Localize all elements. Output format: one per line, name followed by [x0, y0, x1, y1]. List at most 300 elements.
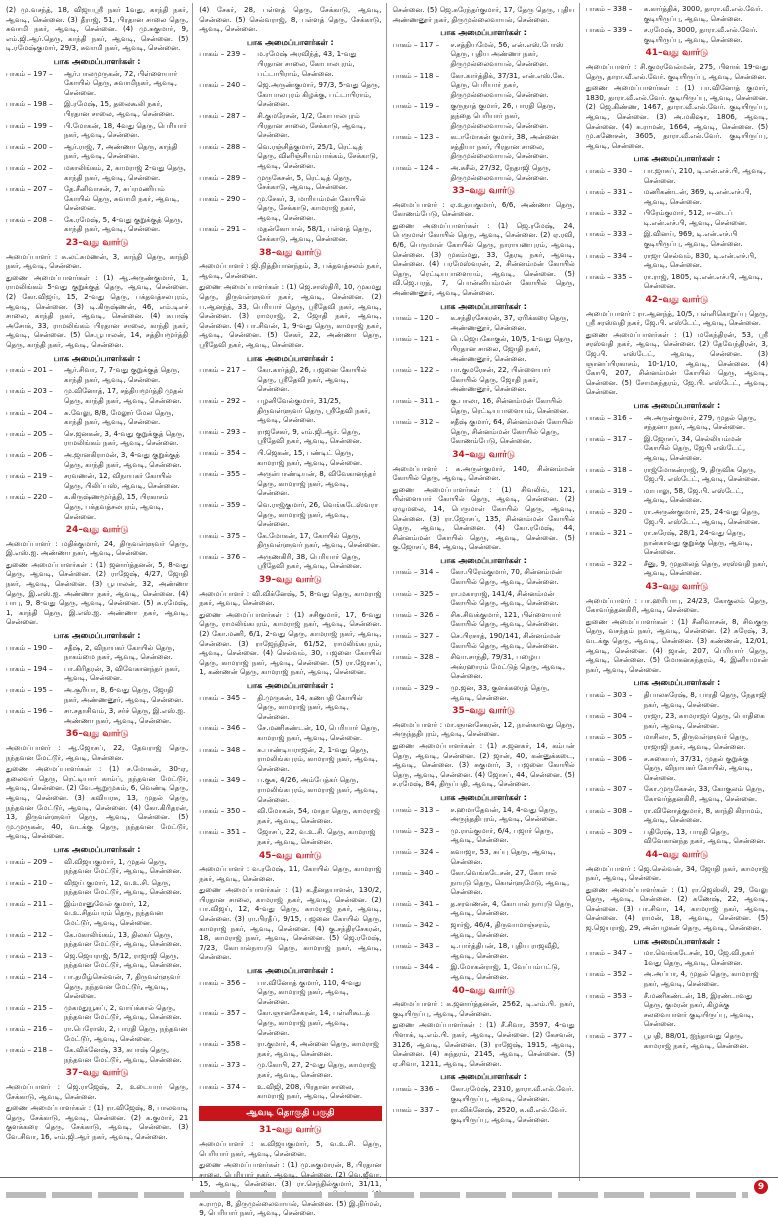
booth-number: பாகம் – 359 –: [199, 499, 246, 509]
booth-person: சதீஷ், 2, விநாயகர் கோயில் தெரு, நாகம்மை நகர், ஆவடி, சென்னை.: [64, 642, 175, 662]
booth-person: ரா.மகாராஜ், 141/4, சின்னம்மன் கோயில் தெரு, ஆவடி, சென்னை.: [450, 588, 559, 608]
booth-entry: [6, 664, 188, 683]
booth-entry: [6, 121, 188, 140]
booth-entry: [199, 693, 381, 722]
booth-person: சு.வேலு, 8/8, மேலூர் மேல தெரு, காந்தி நகர், ஆவடி, சென்னை.: [64, 407, 174, 427]
booth-person: கோ.பிரேம்குமார், 70, சின்னம்மன் கோயில் தெரு, ஆவடி, சென்னை.: [450, 567, 562, 587]
booth-number: பாகம் – 216 –: [6, 1024, 53, 1033]
paragraph: அமைப்பாளர் : ஏ.உதயகுமார், 6/6, அண்ணா தெரு, கோணம்பேடு, சென்னை.: [392, 199, 575, 219]
booth-number: பாகம் – 356 –: [199, 977, 246, 987]
booth-entry: [6, 471, 188, 490]
booth-person: கே.மகாலிங்கம், 13, திலகர் தெரு, நந்தவன மேட்டூர், ஆவடி, சென்னை.: [64, 929, 182, 949]
section-heading: பாக அமைப்பாளர்கள் :: [53, 353, 141, 363]
booth-entry: [6, 972, 188, 1001]
booth-entry: [6, 951, 188, 970]
paragraph: துணை அமைப்பாளர்கள் : (1) ச.மோகன், 30-ஏ, தலைவர் தெரு, ரெட்டியார் காம்ப், நந்தவன மேட்டூர், ஆவடி, சென்னை. (2) வே.ஆறுமுகம், 6, வெண்டி தெரு, ஆவடி, சென்னை. (3) கவியரசு, 13, முதல் தெரு, நந்தவன மேட்டூர், ஆவடி, சென்னை. (4) கோ.கிரிதரன், 13, திருவள்ளுவர் தெரு, ஆவடி, சென்னை. (5) மு.முருகன், 40, வடக்கு தெரு, நந்தவன மேட்டூர், ஆவடி, சென்னை.: [6, 764, 189, 841]
section-heading: பாக அமைப்பாளர்கள் :: [440, 1072, 527, 1082]
section-heading: பாக அமைப்பாளர்கள் :: [633, 936, 721, 946]
booth-person: பா.ஜாசுப், 210, டி.என்.எச்.பி, ஆவடி, சென்னை.: [643, 165, 767, 185]
booth-number: பாகம் – 377 –: [585, 1031, 633, 1040]
booth-entry: [586, 784, 768, 803]
paragraph: சென்னை. (5) ஜெ.சுரேந்தர்குமார், 17, தேரு தெரு, புதிய அண்ணனூர் நகர், திருமுல்லைவாயல், சென்னை.: [392, 5, 575, 24]
booth-entry: [586, 827, 768, 846]
booth-person: பா.தமிழ்செல்வன், 7, திருவள்ளுவர் தெரு, நந்தவன மேட்டூர், ஆவடி, சென்னை.: [64, 972, 181, 1001]
booth-number: பாகம் – 309 –: [585, 826, 633, 836]
booth-person: வி.விஜயகுமார், 1, முதல் தெரு, நந்தவன மேட்டூர், ஆவடி, சென்னை.: [64, 856, 182, 876]
booth-person: மு.சேகர், 3, மாரியம்மன் கோயில் தெரு, சேக்காடு, காமராஜ் நகர், ஆவடி, சென்னை.: [257, 193, 366, 222]
ward-title: 45–வது வார்டு: [259, 850, 322, 861]
booth-number: பாகம் – 217 –: [199, 365, 246, 375]
booth-number: பாகம் – 338 –: [585, 4, 633, 13]
section-heading: பாக அமைப்பாளர்கள் :: [440, 792, 527, 802]
booth-person: செ.ஜனகன், 3, 4-வது குறுக்குத் தெரு, ராமலிங்கம் நகர், ஆவடி, சென்னை.: [64, 428, 185, 448]
booth-person: ரா.ராஜ், 1805, டி.என்.எச்.பி, ஆவடி, சென்னை.: [643, 271, 763, 291]
booth-number: பாகம் – 197 –: [6, 68, 53, 78]
booth-person: இ.வினய், 969, டி.என்.எச்.பி குடியிருப்பு, ஆவடி, சென்னை.: [643, 229, 743, 249]
booth-person: மு.ஜன, 33, குளக்கரைத் தெரு, ஆவடி, சென்னை.: [450, 683, 550, 702]
booth-person: ஜார்ஜ், 46/4, திருவாமாஞ்சரம், ஆவடி, சென்னை.: [450, 920, 551, 939]
paragraph: துணை அமைப்பாளர்கள் : (1) ஜனார்த்தனன், 5, 8-வது தெரு, ஆவடி, சென்னை. (2) ராஜேஷ், 4/27, ஜோதி நகர், ஆவடி, சென்னை. (3) பூபாலன், 32, அண்ணா தெரு, இ.எஸ்.ஐ. அண்ணா நகர், ஆவடி, சென்னை. (4) பாபு, 9, 8-வது தெரு, ஆவடி, சென்னை. (5) சு.ரமேஷ், 1, காந்தி தெரு, இ.எஸ்.ஐ. அண்ணா நகர், ஆவடி, சென்னை.: [6, 559, 189, 627]
booth-number: பாகம் – 314 –: [392, 567, 440, 577]
booth-entry: [6, 450, 188, 469]
paragraph: அமைப்பாளர் : வ.ரமேஷ், 11, கோயில் தெரு, காமராஜ் நகர், ஆவடி, சென்னை.: [199, 864, 382, 883]
booth-entry: [586, 229, 768, 248]
booth-entry: [199, 365, 381, 394]
booth-person: மணிகண்டன், 369, டி.என்.எச்.பி, ஆவடி, சென்னை.: [643, 187, 752, 206]
booth-number: பாகம் – 202 –: [6, 162, 53, 172]
section-heading: பாக அமைப்பாளர்கள் :: [247, 681, 334, 690]
booth-person: கடாமோகன் குமார், 38, அன்னை சத்தியா நகர், பிரதான சாலை, திருமுல்லைவாயல், சென்னை.: [450, 132, 559, 161]
booth-entry: [393, 610, 575, 629]
booth-entry: [586, 1031, 768, 1050]
booth-number: பாகம் – 330 –: [585, 165, 633, 175]
paragraph: துணை அமைப்பாளர்கள் : (1) ரா.ஜெஸ்லி, 29, வேலு தெரு, ஆவடி, சென்னை. (2) கணேஷ், 22, ஆவடி, சென்னை. (3) பா.சிவா, 14, காமராஜ் நகர், ஆவடி, சென்னை. (4) ராமன், 18, ஆவடி, சென்னை. (5) ஜ.ஜெயராஜ், 29, அன்பழகன் தெரு, ஆவடி, சென்னை.: [585, 884, 768, 933]
booth-number: பாகம் – 292 –: [199, 395, 246, 405]
booth-number: பாகம் – 312 –: [392, 417, 440, 427]
ward-title: 41–வது வார்டு: [645, 48, 709, 59]
booth-number: பாகம் – 207 –: [6, 184, 53, 194]
booth-entry: [6, 408, 188, 427]
paragraph: அமைப்பாளர் : மதிக்குமார், 24, திருவள்ளுவர் தெரு, இ.எஸ்.ஐ. அண்ணா நகர், ஆவடி, சென்னை.: [6, 538, 189, 558]
booth-entry: [393, 962, 575, 981]
booth-person: ரா.அருண்குமார், 25, 24-வது தெரு, ஜே.பி. எஸ்டேட், ஆவடி, சென்னை.: [643, 506, 761, 526]
booth-entry: [6, 878, 188, 897]
booth-person: அ.ஜானகிராமன், 3, 4-வது குறுக்குத் தெரு, காந்தி நகர், ஆவடி, சென்னை.: [64, 449, 182, 469]
booth-number: பாகம் – 357 –: [199, 1008, 246, 1018]
booth-entry: [393, 365, 575, 394]
booth-entry: [6, 163, 188, 182]
section-heading: பாக அமைப்பாளர்கள் :: [247, 37, 334, 47]
booth-number: பாகம் – 320 –: [585, 506, 633, 516]
booth-person: ச.சத்தியமேல், 56, என்.எஸ்.போஸ் தெரு, புதிய அண்ணா நகர், திருமுல்லைவாயல், சென்னை.: [450, 39, 564, 68]
booth-person: வி.மோகன், 54, மாதா தெரு, காமராஜ் நகர், ஆவடி, சென்னை.: [257, 806, 380, 825]
booth-entry: [6, 643, 188, 662]
booth-person: தி.முருகன், 14, கணபதி கோயில் தெரு, காமராஜ் நகர், ஆவடி, சென்னை.: [257, 692, 363, 721]
booth-number: பாகம் – 122 –: [392, 365, 440, 375]
booth-number: பாகம் – 329 –: [392, 683, 440, 692]
text-column: [199, 3, 386, 1218]
booth-entry: [393, 313, 575, 332]
booth-person: உ.விஜி, 208, பிரதான சாலை, காமராஜ் நகர், ஆவடி, சென்னை.: [257, 1081, 363, 1101]
booth-number: பாகம் – 287 –: [199, 110, 246, 120]
booth-entry: [586, 559, 768, 578]
booth-number: பாகம் – 290 –: [199, 193, 246, 203]
booth-entry: [586, 711, 768, 730]
booth-entry: [6, 184, 188, 213]
booth-number: பாகம் – 198 –: [6, 99, 53, 109]
booth-number: பாகம் – 344 –: [392, 962, 440, 972]
booth-number: பாகம் – 208 –: [6, 214, 53, 224]
booth-number: பாகம் – 124 –: [392, 162, 440, 172]
booth-number: பாகம் – 317 –: [585, 433, 633, 443]
booth-number: பாகம் – 341 –: [392, 898, 440, 908]
booth-number: பாகம் – 306 –: [585, 753, 633, 763]
paragraph: (2) மு.வசந்த், 18, விஜயஸ்ரீ நகர் 1வது, காந்தி நகர், ஆவடி, சென்னை. (3) தீராஜ், 51, பிரதான சாலை தெரு, சுவாமி நகர், ஆவடி, சென்னை. (4) மு.சுகுமார், 9, எம்.ஜி.ஆர்.தெரு, காந்தி நகர், ஆவடி, சென்னை. (5) டி.ரமேஷ்குமார், 29/3, சுவாமி நகர், ஆவடி, சென்னை.: [6, 5, 189, 53]
booth-entry: [586, 528, 768, 557]
booth-entry: [586, 991, 768, 1029]
booth-person: கு.பாலா, 16, சின்னம்மன் கோயில் தெரு, ரெட்டியபாளையம், சென்னை.: [450, 395, 569, 415]
booth-number: பாகம் – 323 –: [392, 825, 440, 835]
paragraph: துணை அமைப்பாளர்கள் : (1) க.தீனதயாளன், 130/2, பிரதான சாலை, காமராஜ் நகர், ஆவடி, சென்னை. (2) பா.விஜய், 12, 4-வது தெரு, காமராஜ் நகர், ஆவடி, சென்னை. (3) ரா.பிரதீப், 9/15, பஜனை கோயில் தெரு, காமராஜ் நகர், ஆவடி, சென்னை. (4) கு.சந்திரசேகரன், 18, காமராஜ் நகர், ஆவடி, சென்னை. (5) ஜெ.ரமேஷ், 7/23, கோபால்நாயுடு தெரு, காமராஜ் நகர், ஆவடி, சென்னை.: [199, 885, 382, 962]
booth-number: பாகம் – 332 –: [585, 208, 633, 218]
booth-person: திபாலசுரேஷ், 8, பாரதி தெரு, நேதாஜி நகர், ஆவடி, சென்னை.: [643, 690, 767, 709]
section-heading: பாக அமைப்பாளர்கள் :: [633, 154, 721, 164]
booth-entry: [393, 589, 575, 608]
booth-person: பூபதி, 88/01, ஐந்தாவது தெரு, காமராஜ் நகர், ஆவடி, சென்னை.: [643, 1031, 749, 1050]
booth-person: கோ.முருகேசன், 33, கோகுலம் தெரு, கோவர்த்தனகிரி, ஆவடி, சென்னை.: [643, 784, 765, 803]
paragraph: அமைப்பாளர் : பா.ஹரிபாபு, 24/23, கோகுலம் தெரு, கோவர்த்தனகிரி, ஆவடி, சென்னை.: [585, 595, 768, 615]
booth-entry: [199, 396, 381, 425]
paragraph: துணை அமைப்பாளர்கள் : (1) ஜெ.ரமேஷ், 24, பெருமாள் கோயில் தெரு, ஆவடி, சென்னை. (2) ஏ.ரவி, 6/6, பெருமாள் கோயில் தெரு, நாராயணபுரம், ஆவடி, சென்னை. (3) முகம்மது, 33, தேரடி நகர், ஆவடி, சென்னை. (4) பரமேஸ்வரன், 2, சின்னம்மன் கோயில் தெரு, ரெட்டியபாளையம், ஆவடி, சென்னை. (5) வி.ஜெ.பரத், 7, பொன்னியம்மன் கோயில் தெரு, அண்ணனூர், ஆவடி, சென்னை.: [392, 220, 575, 298]
booth-person: ரா.சுரேஷ், 28/1, 24-வது தெரு, நான்காவது குறுக்கு தெரு, ஆவடி, சென்னை.: [643, 528, 753, 557]
booth-number: பாகம் – 358 –: [199, 1039, 246, 1049]
paragraph: (4) சேகர், 28, பள்ளத் தெரு, சேக்காடு, ஆவடி, சென்னை. (5) செல்வராஜ், 8, பள்ளத் தெரு, சேக்காடு, ஆவடி, சென்னை.: [199, 5, 382, 34]
booth-number: பாகம் – 218 –: [6, 1045, 53, 1055]
booth-person: குருநாத் குமார், 26, பாரதி தெரு, தந்தை பெரியார் நகர், திருமுல்லைவாயல், சென்னை.: [450, 101, 556, 130]
booth-entry: [199, 224, 381, 243]
booth-person: கோ.ரமேஷ், 2310, தாரா.வீ.எல்.வேர். குடியிருப்பு, ஆவடி, சென்னை.: [450, 1083, 574, 1103]
booth-entry: [199, 723, 381, 742]
booth-entry: [6, 215, 188, 234]
paragraph: அமைப்பாளர் : க.ஜனார்த்தனன், 2562, டி.எம்.பி. நகர், குடியிருப்பு, ஆவடி, சென்னை.: [392, 999, 575, 1018]
booth-number: பாகம் – 308 –: [585, 805, 633, 815]
booth-entry: [393, 941, 575, 960]
booth-number: பாகம் – 240 –: [199, 80, 246, 90]
booth-entry: [586, 948, 768, 967]
booth-entry: [393, 1105, 575, 1124]
booth-entry: [6, 142, 188, 161]
ward-title: 42–வது வார்டு: [645, 295, 709, 306]
booth-person: கோ.கார்த்திக், 37/31, என்.எஸ்.கே. தெரு, பெரியார் நகர், திருமுல்லைவாயல், சென்னை.: [450, 70, 565, 99]
booth-number: பாகம் – 305 –: [585, 732, 633, 742]
booth-person: செ.பிரசாத், 190/141, சின்னம்மன் கோயில் தெரு, ஆவடி, சென்னை.: [450, 631, 561, 650]
booth-entry: [199, 1039, 381, 1058]
booth-number: பாகம் – 304 –: [585, 711, 633, 721]
ward-title: 24–வது வார்டு: [65, 525, 129, 536]
booth-number: பாகம் – 346 –: [199, 723, 246, 733]
booth-number: பாகம் – 121 –: [392, 334, 440, 344]
booth-person: ச.ரமேஷ், 3000, தாரா.வீ.எல்.வேர். குடியிருப்பு, ஆவடி, சென்னை.: [643, 25, 758, 44]
booth-entry: [393, 899, 575, 918]
booth-person: மகாலிங்கம், 2, காமராஜ் 2-வது தெரு, காந்தி நகர், ஆவடி, சென்னை.: [64, 162, 186, 182]
booth-entry: [393, 652, 575, 681]
booth-person: ச.ஹமாதேவன், 14, 4-வது தெரு, அருந்ததிபுரம், ஆவடி, சென்னை.: [450, 804, 558, 824]
section-heading: பாக அமைப்பாளர்கள் :: [633, 678, 721, 688]
booth-entry: [393, 805, 575, 824]
booth-number: பாகம் – 288 –: [199, 141, 246, 151]
booth-entry: [393, 417, 575, 446]
booth-person: மு.ராம்குமார், 6/4, பஜார் தெரு, ஆவடி, சென்னை.: [450, 825, 554, 845]
booth-person: பா.குமரேசன், 22, பிள்ளையார் கோயில் தெரு, ஜோதி நகர், அண்ணனூர், சென்னை.: [450, 365, 551, 394]
paragraph: துணை அமைப்பாளர்கள் : (1) ஆ.அருண்குமார், 1, ராமலிங்கம் 5-வது குறுக்குத் தெரு, ஆவடி, சென்னை. (2) கோ.விஜய், 15, 2-வது தெரு, பக்தவத்சலபுரம், ஆவடி, சென்னை. (3) டி.கிருஷ்ணன், 46, எம்.டிஎச் சாலை, காந்தி நகர், ஆவடி, சென்னை. (4) சுபாஷ் அசோக், 33, ராமலிங்கம் பிரதான சாலை, காந்தி நகர், ஆவடி, சென்னை. (5) செ.பூபாலன், 14, சத்தியமூர்த்தி தெரு, காந்தி நகர், ஆவடி, சென்னை.: [6, 272, 189, 349]
section-heading: பாக அமைப்பாளர்கள் :: [247, 966, 334, 976]
booth-entry: [199, 194, 381, 223]
booth-number: பாகம் – 239 –: [199, 49, 246, 59]
booth-number: பாகம் – 120 –: [392, 313, 440, 323]
booth-number: பாகம் – 347 –: [585, 948, 633, 958]
booth-person: ரா.பெரோஸ், 2, பாரதி தெரு, நந்தவன மேட்டூர், ஆவடி, சென்னை.: [64, 1024, 188, 1043]
section-heading: பாக அமைப்பாளர்கள் :: [440, 301, 527, 311]
booth-entry: [199, 80, 381, 109]
booth-number: பாகம் – 375 –: [199, 530, 246, 540]
paragraph: துணை அமைப்பாளர்கள் : (1) சசிகுமார், 17, 6-வது தெரு, ராமலிங்கபுரம், காமராஜ் நகர், ஆவடி, சென்னை. (2) கோ.மணி, 6/1, 2-வது தெரு, காமராஜ் நகர், ஆவடி, சென்னை. (3) ராஜேந்திரன், 61/52, ராமலிங்கபுரம், ஆவடி, சென்னை. (4) செல்வம், 30, பஜனை கோயில் தெரு, காமராஜ் நகர், ஆவடி, சென்னை. (5) ரா.ஜோசப், 1, கண்ணன் தெரு, காமராஜ் நகர், ஆவடி, சென்னை.: [199, 609, 382, 677]
booth-person: இ.மோகன்ராஜ், 1, வேப்பம்பட்டு, ஆவடி, சென்னை.: [450, 962, 560, 982]
booth-entry: [6, 429, 188, 448]
booth-person: அருள்பாண்டியன், 8, விவேகானந்தர் தெரு, காமராஜ் நகர், ஆவடி, சென்னை.: [257, 469, 377, 498]
booth-entry: [6, 99, 188, 118]
booth-number: பாகம் – 200 –: [6, 141, 53, 151]
booth-entry: [586, 413, 768, 432]
booth-number: பாகம் – 291 –: [199, 224, 246, 234]
paragraph: அமைப்பாளர் : சு.லட்சுமணன், 3, காந்தி தெரு, காந்தி நகர், ஆவடி, சென்னை.: [6, 251, 189, 271]
booth-number: பாகம் – 205 –: [6, 428, 53, 438]
booth-entry: [199, 1060, 381, 1079]
booth-entry: [586, 434, 768, 463]
booth-entry: [6, 1003, 188, 1022]
booth-number: பாகம் – 322 –: [585, 558, 633, 568]
booth-person: அ.சூரியா, 8, 6-வது தெரு, ஜோதி நகர், அண்ணனூர், ஆவடி, சென்னை.: [64, 685, 184, 704]
booth-number: பாகம் – 209 –: [6, 856, 53, 866]
booth-entry: [586, 969, 768, 988]
paragraph: துணை அமைப்பாளர்கள் : (1) ரா.விஜேஷ், 8, பாலவாடி தெரு, சேக்காடு, ஆவடி, சென்னை. (2) க.குமார், 21 குளக்கரை தெரு, சேக்காடு, ஆவடி, சென்னை. (3) வே.சிவா, 16, எம்.ஜி.ஆர் நகர், ஆவடி, சென்னை.: [6, 1103, 189, 1141]
booth-number: பாகம் – 376 –: [199, 551, 246, 561]
booth-entry: [6, 69, 188, 98]
booth-entry: [393, 868, 575, 897]
booth-number: பாகம் – 342 –: [392, 920, 440, 930]
booth-person: ஆர்.ராஜ், 7, அண்ணா தெரு, காந்தி நகர், ஆவடி, சென்னை.: [64, 141, 178, 161]
booth-person: பிரேம்குமார், 512, ஈ–டைப் டி.என்.எச்.பி, ஆவடி, சென்னை.: [643, 208, 748, 227]
booth-number: பாகம் – 351 –: [199, 827, 246, 837]
booth-entry: [199, 49, 381, 78]
booth-entry: [199, 978, 381, 1007]
paragraph: துணை அமைப்பாளர்கள் : (1) ஜெ.சாஸ்திரி, 10, முகமது தெரு, திருவள்ளுவர் நகர், ஆவடி, சென்னை. (2) ப.ஆனந்த், 33, பெரியார் தெரு, ஸ்ரீதேவி நகர், ஆவடி, சென்னை. (3) ராமராஜ், 2, ஜோதி நகர், ஆவடி, சென்னை. (4) பா.சிவன், 1, 9-வது தெரு, காமராஜ் நகர், ஆவடி, சென்னை. (5) சேகர், 22, அண்ணா தெரு, ஸ்ரீதேவி நகர், ஆவடி, சென்னை.: [199, 282, 382, 349]
booth-entry: [6, 857, 188, 876]
booth-person: சிவா.சாந்தி, 79/31, பழைய அக்ரஹாரம் மேட்டுத் தெரு, ஆவடி, சென்னை.: [450, 652, 566, 681]
ward-title: 37–வது வார்டு: [65, 1068, 129, 1079]
booth-person: ஜோசப், 22, வ.உ.சி. தெரு, காமராஜ் நகர், ஆவடி, சென்னை.: [257, 827, 376, 846]
booth-entry: [586, 507, 768, 526]
booth-number: பாகம் – 373 –: [199, 1060, 246, 1070]
booth-person: வெ.ராஜ்குமார், 26, வெங்கடேஸ்வரா தெரு, காமராஜ் நகர், ஆவடி, சென்னை.: [257, 499, 379, 529]
booth-entry: [586, 4, 768, 23]
booth-person: ரா.விக்னேஷ், 2520, சு.வீ.எல்.வேர். குடியிருப்பு, ஆவடி, சென்னை.: [450, 1105, 568, 1124]
booth-number: பாகம் – 354 –: [199, 447, 246, 457]
paragraph: துணை அமைப்பாளர்கள் : (1) மு.சுகுமாரன், 8, பிரதான சாலை, பெரியார் நகர், ஆவடி, சென்னை. (2) வெ.ஜீவா, 15, ஆவடி, சென்னை. (3) ரா.செந்தில்குமார், 31/11, சு.ராமு, 8, திருமுல்லைவாயல், சென்னை. (5) இ.நிர்மல், 9, பெரியார் நகர், ஆவடி, சென்னை.: [199, 1160, 382, 1218]
booth-person: பி.ஜெகன், 15, பண்டிட் தெரு, காமராஜ் நகர், ஆவடி, சென்னை.: [257, 447, 363, 467]
booth-entry: [586, 690, 768, 709]
booth-number: பாகம் – 350 –: [199, 806, 246, 816]
booth-person: த.சரவணன், 4, கோபால் நாயுடு தெரு, ஆவடி, சென்னை.: [450, 898, 574, 918]
booth-person: கே.மோகன், 17, கோயில் தெரு, திருவள்ளுவர் நகர், ஆவடி, சென்னை.: [257, 530, 381, 550]
booth-number: பாகம் – 328 –: [392, 652, 440, 662]
booth-number: பாகம் – 214 –: [6, 972, 53, 982]
booth-entry: [586, 166, 768, 185]
booth-entry: [586, 465, 768, 484]
booth-person: ஜெ.அருண்குமார், 97/3, 5-வது தெரு, கோபாலபுரம் கிழக்கு, பட்டாபிராம், சென்னை.: [257, 80, 380, 109]
booth-number: பாகம் – 326 –: [392, 609, 440, 619]
paragraph: அமைப்பாளர் : ரா.ஆனந்த், 10/5, பள்ளிகொறுப்பு தெரு, ஸ்ரீ சரஸ்வதி நகர், ஜே.பி. எஸ்டேட், ஆவடி, சென்னை.: [585, 308, 768, 328]
booth-person: ரா.குமார், 4, அன்னை தெரு, காமராஜ் நகர், ஆவடி, சென்னை.: [257, 1039, 379, 1058]
booth-person: வெ.ரஞ்சித்குமார், 25/1, ரெட்டித் தெரு, விளிஞ்சியம்பாக்கம், சேக்காடு, ஆவடி, சென்னை.: [257, 141, 378, 170]
booth-entry: [6, 386, 188, 405]
booth-number: பாகம் – 345 –: [199, 692, 246, 702]
booth-number: பாகம் – 340 –: [392, 868, 440, 878]
booth-entry: [6, 706, 188, 725]
booth-person: முகமதுயூசுப், 2, வாய்க்கால் தெரு, நந்தவன மேட்டூர், ஆவடி, சென்னை.: [64, 1002, 182, 1022]
booth-person: சதீஷ் குமார், 64, சின்னம்மன் கோயில் தெரு, சின்னம்மன் கோயில் தெரு, கோணம்பேடு, சென்னை.: [450, 417, 573, 446]
booth-number: பாகம் – 303 –: [585, 690, 633, 699]
booth-person: கே.ரமேஷ், 5, 4-வது குறுக்குத் தெரு, காந்தி நகர், ஆவடி, சென்னை.: [64, 214, 183, 234]
booth-person: ச.சுகையர், 37/31, முதல் குறுக்கு தெரு, விநாயகர் கோயில், ஆவடி, சென்னை.: [643, 753, 753, 782]
booth-entry: [6, 1024, 188, 1043]
booth-number: பாகம் – 355 –: [199, 469, 246, 479]
booth-entry: [393, 920, 575, 939]
booth-entry: [199, 173, 381, 192]
paragraph: அமைப்பாளர் : மா.ஞானசேகரன், 12, நான்காவது தெரு, அருந்ததிபுரம், ஆவடி, சென்னை.: [392, 719, 575, 739]
booth-number: பாகம் – 123 –: [392, 132, 440, 142]
booth-entry: [199, 531, 381, 550]
booth-person: விஜய் குமார், 12, வ.உ.சி. தெரு, நந்தவன மேட்டூர், ஆவடி, சென்னை.: [64, 877, 182, 897]
ward-title: 31–வது வார்டு: [259, 1125, 322, 1136]
ward-title: 35–வது வார்டு: [452, 706, 515, 717]
booth-entry: [393, 163, 575, 182]
paragraph: துணை அமைப்பாளர்கள் : (1) பா.வினோத் குமார், 1830, தாரா.வீ.எல்.வேர். குடியிருப்பு, ஆவடி, சென்னை. (2) ஜெ.கிண்ண, 1467, தாரா.வீ.எல்.வேர். குடியிருப்பு, ஆவடி, சென்னை. (3) அ.மகிஷா, 1806, ஆவடி, சென்னை. (4) சு.ராமன், 1664, ஆவடி, சென்னை. (5) மு.கணேசன், 3605, தாரா.வீ.எல்.வேர். குடியிருப்பு, ஆவடி, சென்னை.: [585, 83, 768, 150]
booth-number: பாகம் – 203 –: [6, 386, 53, 396]
booth-person: அ.அருள்குமார், 279, முதல் தெரு, சந்தனா நகர், ஆவடி, சென்னை.: [643, 412, 757, 432]
booth-number: பாகம் – 119 –: [392, 101, 440, 111]
booth-person: மாசிலா, 5, திருவள்ளுவர் தெரு, ராஜாஜி நகர், ஆவடி, சென்னை.: [643, 732, 749, 751]
booth-person: சீனு, 9, முதலைத் தெரு, சரஸ்வதி நகர், ஆவடி, சென்னை.: [643, 558, 768, 578]
booth-number: பாகம் – 352 –: [585, 969, 633, 979]
booth-entry: [586, 187, 768, 206]
ward-title: 33–வது வார்டு: [452, 186, 515, 197]
section-heading: பாக அமைப்பாளர்கள் :: [53, 631, 141, 641]
booth-person: அ.அப்பா, 4, முதல் தெரு, காமராஜ் நகர், ஆவடி, சென்னை.: [643, 969, 759, 989]
section-heading: பாக அமைப்பாளர்கள் :: [247, 353, 334, 363]
booth-entry: [6, 492, 188, 521]
booth-person: கோ.வெங்கடேசன், 27, கோபால் நாயுடு தெரு, கொள்ளுமேடு, ஆவடி, சென்னை.: [450, 868, 570, 897]
booth-number: பாகம் – 199 –: [6, 120, 53, 130]
booth-number: பாகம் – 117 –: [392, 39, 440, 49]
booth-number: பாகம் – 334 –: [585, 250, 633, 260]
paragraph: அமைப்பாளர் : ஜி.நித்தியானந்தம், 3, பக்தவத்சலம் நகர், ஆவடி, சென்னை.: [199, 261, 382, 280]
text-column: [393, 3, 580, 1181]
paragraph: துணை அமைப்பாளர்கள் : (1) சீனிவாசன், 8, சிவகுரு தெரு, வசந்தம் நகர், ஆவடி, சென்னை. (2) சுரேஷ், 3, வடக்கு தெரு, ஆவடி, சென்னை. (3) கண்ணன், 12/01, ஆவடி, சென்னை. (4) ஜான், 207, பெரியார் தெரு, ஆவடி, சென்னை. (5) மோகனசுந்தரம், 4, இனியமான் நகர், ஆவடி, சென்னை.: [585, 616, 768, 674]
ward-title: 40–வது வார்டு: [452, 985, 515, 996]
ward-title: 43–வது வார்டு: [645, 582, 709, 593]
booth-number: பாகம் – 353 –: [585, 990, 633, 1000]
booth-person: சிசு.சிவக்குமார், 121, பிள்ளையார் கோயில் தெரு, ஆவடி, சென்னை.: [450, 609, 562, 629]
booth-number: பாகம் – 348 –: [199, 744, 246, 754]
booth-number: பாகம் – 335 –: [585, 271, 633, 281]
booth-person: மாபாலு, 58, ஜே.பி. எஸ்டேட், ஆவடி, சென்னை.: [643, 485, 744, 505]
booth-number: பாகம் – 327 –: [392, 631, 440, 641]
booth-number: பாகம் – 195 –: [6, 685, 53, 694]
booth-person: கோ.கார்த்தி, 26, பஜனை கோயில் தெரு, ஸ்ரீதேவி நகர், ஆவடி, சென்னை.: [257, 365, 367, 394]
booth-entry: [199, 500, 381, 529]
booth-number: பாகம் – 324 –: [392, 846, 440, 856]
booth-person: கே.விக்னேஷ், 33, சுபாஷ் தெரு, நந்தவன மேட்டூர், ஆவடி, சென்னை.: [64, 1045, 182, 1064]
booth-person: அருணகிரி, 38, பெரியார் தெரு, ஸ்ரீதேவி நகர், ஆவடி, சென்னை.: [257, 551, 362, 571]
booth-entry: [199, 1082, 381, 1101]
booth-number: பாகம் – 319 –: [585, 485, 633, 495]
text-column: [6, 3, 193, 1181]
booth-number: பாகம் – 337 –: [392, 1105, 440, 1115]
footer-rule: [6, 1192, 748, 1198]
booth-entry: [393, 132, 575, 161]
booth-entry: [393, 71, 575, 100]
booth-number: பாகம் – 289 –: [199, 172, 246, 182]
booth-number: பாகம் – 220 –: [6, 492, 53, 502]
ward-title: 44–வது வார்டு: [645, 849, 709, 860]
booth-person: ராஜா, 23, காமராஜர் தெரு, பொதிகை நகர், ஆவடி, சென்னை.: [643, 711, 765, 730]
text-column: [586, 3, 772, 1181]
booth-number: பாகம் – 194 –: [6, 663, 53, 673]
booth-number: பாகம் – 204 –: [6, 407, 53, 417]
booth-person: பதிரேஷ், 13, பாரதி தெரு, விவேகானந்த நகர், ஆவடி, சென்னை.: [643, 826, 766, 846]
booth-number: பாகம் – 316 –: [585, 412, 633, 422]
booth-person: மா.வெங்கடேசன், 10, ஜே.வி.நகர் 1வது தெரு, ஆவடி, சென்னை.: [643, 948, 755, 967]
booth-entry: [199, 775, 381, 804]
booth-person: பா.வினோத் குமார், 110, 4-வது தெரு, காமராஜ் நகர், ஆவடி, சென்னை.: [257, 977, 362, 1006]
booth-person: அ.சுசீல், 27/32, நேதாஜி தெரு, திருமுல்லைவாயல், சென்னை.: [450, 162, 551, 182]
booth-person: இ.ரமேஷ், 15, தலைகூலி நகர், பிரதான சாலை, ஆவடி, சென்னை.: [64, 99, 175, 118]
ward-title: 38–வது வார்டு: [259, 247, 322, 258]
section-heading: பாக அமைப்பாளர்கள் :: [53, 844, 141, 854]
booth-number: பாகம் – 318 –: [585, 464, 633, 474]
booth-number: பாகம் – 196 –: [6, 706, 53, 716]
booth-entry: [586, 25, 768, 44]
section-heading: பாக அமைப்பாளர்கள் :: [440, 555, 527, 565]
booth-number: பாகம் – 343 –: [392, 941, 440, 951]
booth-number: பாகம் – 325 –: [392, 588, 440, 598]
section-heading: பாக அமைப்பாளர்கள் :: [53, 56, 141, 66]
booth-person: ராஜ்மோகன்ராஜ், 9, திருவிக தெரு, ஜே.பி. எஸ்டேட், ஆவடி, சென்னை.: [643, 464, 761, 484]
booth-entry: [199, 827, 381, 846]
booth-entry: [6, 930, 188, 949]
booth-person: சே.மணிகண்டன், 10, பெரியார் தெரு, காமராஜ் நகர், ஆவடி, சென்னை.: [257, 723, 380, 742]
booth-number: பாகம் – 190 –: [6, 642, 53, 652]
booth-entry: [393, 683, 575, 702]
booth-entry: [199, 1008, 381, 1037]
booth-person: மு.கோபி, 27, 2-வது தெரு, காமராஜ் நகர், ஆவடி, சென்னை.: [257, 1060, 376, 1079]
booth-person: ம.ரமேஷ் அரவிந்த், 43, 1-வது பிரதான சாலை, கோபாலபுரம், பட்டாபிராம், சென்னை.: [257, 49, 357, 78]
booth-entry: [199, 806, 381, 825]
booth-person: ரா.வினோத்குமார், 8, காந்தி கிராமம், ஆவடி, சென்னை.: [643, 805, 763, 825]
booth-entry: [6, 365, 188, 384]
booth-entry: [393, 396, 575, 415]
booth-number: பாகம் – 336 –: [392, 1083, 440, 1093]
